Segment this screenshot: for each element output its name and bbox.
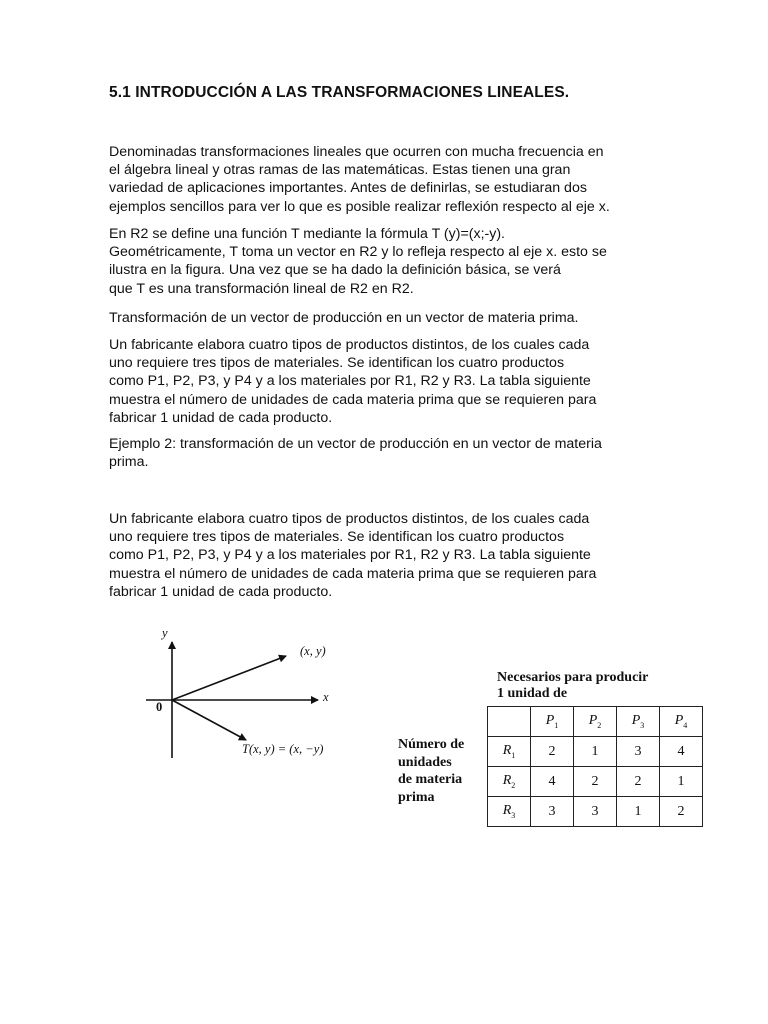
text-line: Ejemplo 2: transformación de un vector de producción en un vector de materia: [109, 436, 602, 452]
text-line: Un fabricante elabora cuatro tipos de productos distintos, de los cuales cada: [109, 511, 590, 527]
table-row: [488, 797, 703, 827]
table-header-row: [488, 707, 703, 737]
origin-label: 0: [156, 700, 163, 714]
reflected-vector-arrow: [172, 700, 246, 740]
text-line: Un fabricante elabora cuatro tipos de productos distintos, de los cuales cada: [109, 337, 590, 353]
text-line: variedad de aplicaciones importantes. Antes de definirlas, se estudiaran dos: [109, 180, 587, 197]
side-label-line: prima: [398, 789, 435, 805]
table-cell: 1: [574, 737, 617, 767]
paragraph-definition: [109, 225, 669, 298]
paragraph-intro: [109, 143, 669, 216]
text-line: Geométricamente, T toma un vector en R2 y lo refleja respecto al eje x. esto se: [109, 244, 607, 261]
row-header: $R_3$: [488, 797, 531, 827]
text-line: uno requiere tres tipos de materiales. Se identifican los cuatro productos: [109, 355, 565, 372]
column-header: $P_2$: [574, 707, 617, 737]
column-header: $P_3$: [617, 707, 660, 737]
table-cell: 4: [531, 767, 574, 797]
table-cell: 2: [574, 767, 617, 797]
x-axis-label: x: [323, 690, 329, 704]
text-line: Transformación de un vector de producción en un vector de materia prima.: [109, 310, 579, 326]
text-line: muestra el número de unidades de cada materia prima que se requieren para: [109, 391, 597, 408]
side-label-line: unidades: [398, 754, 452, 770]
table-cell: 1: [660, 767, 703, 797]
side-label-line: de materia: [398, 772, 463, 787]
text-line: el álgebra lineal y otras ramas de las matemáticas. Estas tienen una gran: [109, 162, 571, 179]
text-line: fabricar 1 unidad de cada producto.: [109, 583, 333, 600]
paragraph-manufacturer-repeat: [109, 510, 669, 601]
table-cell: 2: [617, 767, 660, 797]
materials-table-area: [395, 670, 725, 840]
text-line: que T es una transformación lineal de R2 en R2.: [109, 280, 414, 297]
table-cell: 1: [617, 797, 660, 827]
paragraph-example: [109, 435, 669, 471]
text-line: ilustra en la figura. Una vez que se ha dado la definición básica, se verá: [109, 262, 561, 279]
vector-label: (x, y): [300, 644, 326, 658]
column-header: $P_4$: [660, 707, 703, 737]
table-cell: 2: [531, 737, 574, 767]
table-corner-cell: [488, 707, 531, 737]
text-line: ejemplos sencillos para ver lo que es posible realizar reflexión respecto al eje x.: [109, 198, 610, 215]
table-heading-line: Necesarios para producir: [497, 670, 649, 685]
text-line: Denominadas transformaciones lineales que ocurren con mucha frecuencia en: [109, 144, 604, 160]
reflection-figure: [140, 628, 370, 768]
table-cell: 3: [574, 797, 617, 827]
table-row: [488, 767, 703, 797]
y-axis-label: y: [162, 626, 168, 640]
text-line: como P1, P2, P3, y P4 y a los materiales por R1, R2 y R3. La tabla siguiente: [109, 373, 591, 390]
table-cell: 4: [660, 737, 703, 767]
text-line: como P1, P2, P3, y P4 y a los materiales por R1, R2 y R3. La tabla siguiente: [109, 547, 591, 564]
text-line: prima.: [109, 454, 149, 471]
table-side-label: [398, 736, 464, 806]
reflected-vector-label: T(x, y) = (x, −y): [242, 742, 324, 756]
text-line: En R2 se define una función T mediante la fórmula T (y)=(x;-y).: [109, 226, 506, 242]
paragraph-manufacturer: [109, 336, 669, 427]
paragraph-subtitle: [109, 309, 669, 327]
table-cell: 3: [617, 737, 660, 767]
text-line: uno requiere tres tipos de materiales. Se identifican los cuatro productos: [109, 529, 565, 546]
vector-arrow: [172, 656, 286, 700]
table-heading: [497, 670, 648, 702]
text-line: fabricar 1 unidad de cada producto.: [109, 409, 333, 426]
section-title: 5.1 INTRODUCCIÓN A LAS TRANSFORMACIONES LINEALES.: [109, 84, 570, 101]
table-cell: 3: [531, 797, 574, 827]
table-heading-line: 1 unidad de: [497, 686, 568, 701]
column-header: $P_1$: [531, 707, 574, 737]
row-header: $R_1$: [488, 737, 531, 767]
table-row: [488, 737, 703, 767]
materials-table: [487, 706, 703, 827]
side-label-line: Número de: [398, 737, 465, 752]
text-line: muestra el número de unidades de cada materia prima que se requieren para: [109, 565, 597, 582]
row-header: $R_2$: [488, 767, 531, 797]
table-cell: 2: [660, 797, 703, 827]
